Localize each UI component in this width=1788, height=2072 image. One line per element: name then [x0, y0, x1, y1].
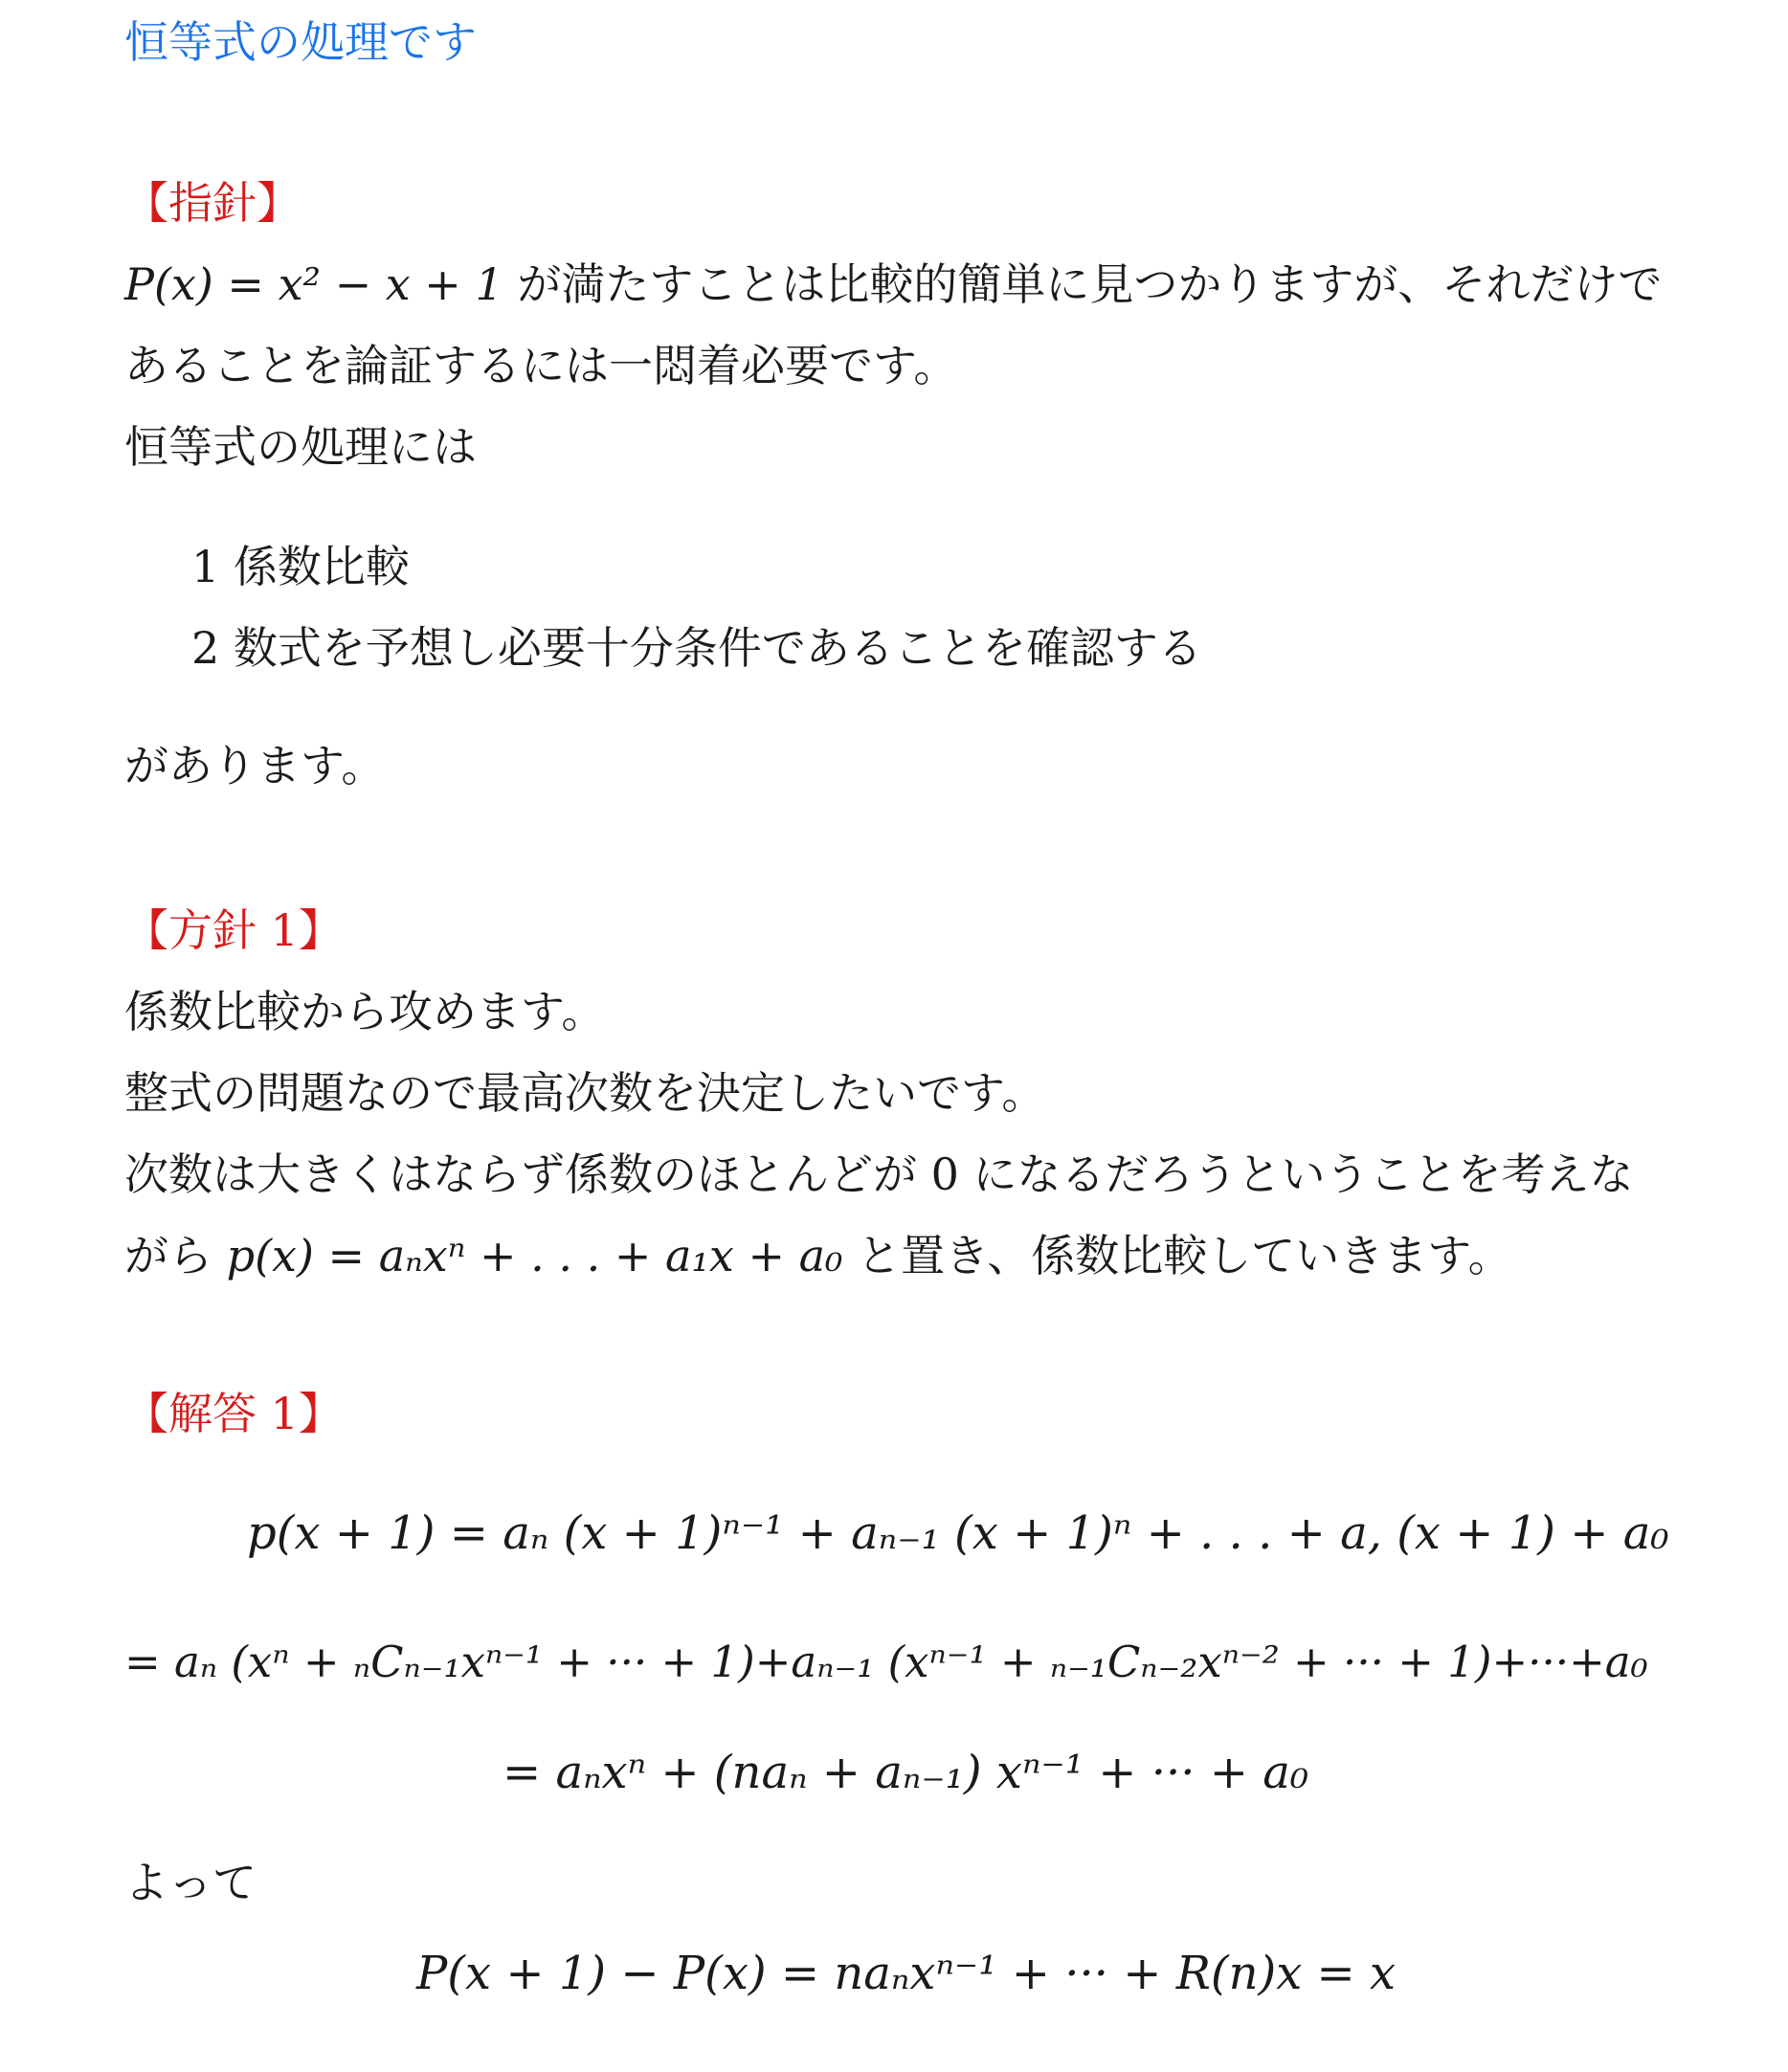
guideline-line-1-text: が満たすことは比較的簡単に見つかりますが、それだけで — [503, 258, 1663, 310]
answer1-heading: 【解答 1】 — [124, 1388, 343, 1439]
guideline-heading: 【指針】 — [124, 177, 301, 229]
answer1-equation-3: = aₙxⁿ + (naₙ + aₙ₋₁) xⁿ⁻¹ + ··· + a₀ — [503, 1746, 1309, 1799]
guideline-line-1 — [124, 244, 1662, 324]
policy1-heading: 【方針 1】 — [124, 904, 343, 956]
answer1-therefore: よって — [124, 1857, 257, 1908]
policy1-line-3: 次数は大きくはならず係数のほとんどが 0 になるだろうということを考えな — [124, 1148, 1634, 1200]
policy1-line-2: 整式の問題なので最高次数を決定したいです。 — [124, 1067, 1046, 1119]
guideline-list-item-2: 2 数式を予想し必要十分条件であることを確認する — [191, 622, 1202, 674]
page-title[interactable]: 恒等式の処理です — [124, 16, 477, 68]
policy1-line-4-suffix: と置き、係数比較していきます。 — [842, 1230, 1512, 1281]
policy1-line-4 — [124, 1215, 1512, 1296]
guideline-list-item-1: 1 係数比較 — [191, 541, 410, 592]
policy1-line-1: 係数比較から攻めます。 — [124, 986, 606, 1037]
guideline-line-4: があります。 — [124, 740, 386, 791]
policy1-line-4-prefix: がら — [124, 1230, 227, 1281]
policy1-math-px: p(x) = aₙxⁿ + . . . + a₁x + a₀ — [226, 1230, 843, 1281]
guideline-line-2: あることを論証するには一悶着必要です。 — [124, 340, 958, 391]
guideline-math-px: P(x) = x² − x + 1 — [124, 258, 503, 310]
answer1-equation-2: = aₙ (xⁿ + ₙCₙ₋₁xⁿ⁻¹ + ··· + 1)+aₙ₋₁ (xⁿ⁻¹ + ₙ₋₁Cₙ₋₂xⁿ⁻² + ··· + 1)+···+a₀ — [124, 1637, 1648, 1687]
answer1-equation-1: p(x + 1) = aₙ (x + 1)ⁿ⁻¹ + aₙ₋₁ (x + 1)ⁿ + . . . + a, (x + 1) + a₀ — [247, 1506, 1669, 1560]
answer1-equation-4: P(x + 1) − P(x) = naₙxⁿ⁻¹ + ··· + R(n)x = x — [416, 1947, 1397, 2000]
guideline-line-3: 恒等式の処理には — [124, 421, 477, 473]
